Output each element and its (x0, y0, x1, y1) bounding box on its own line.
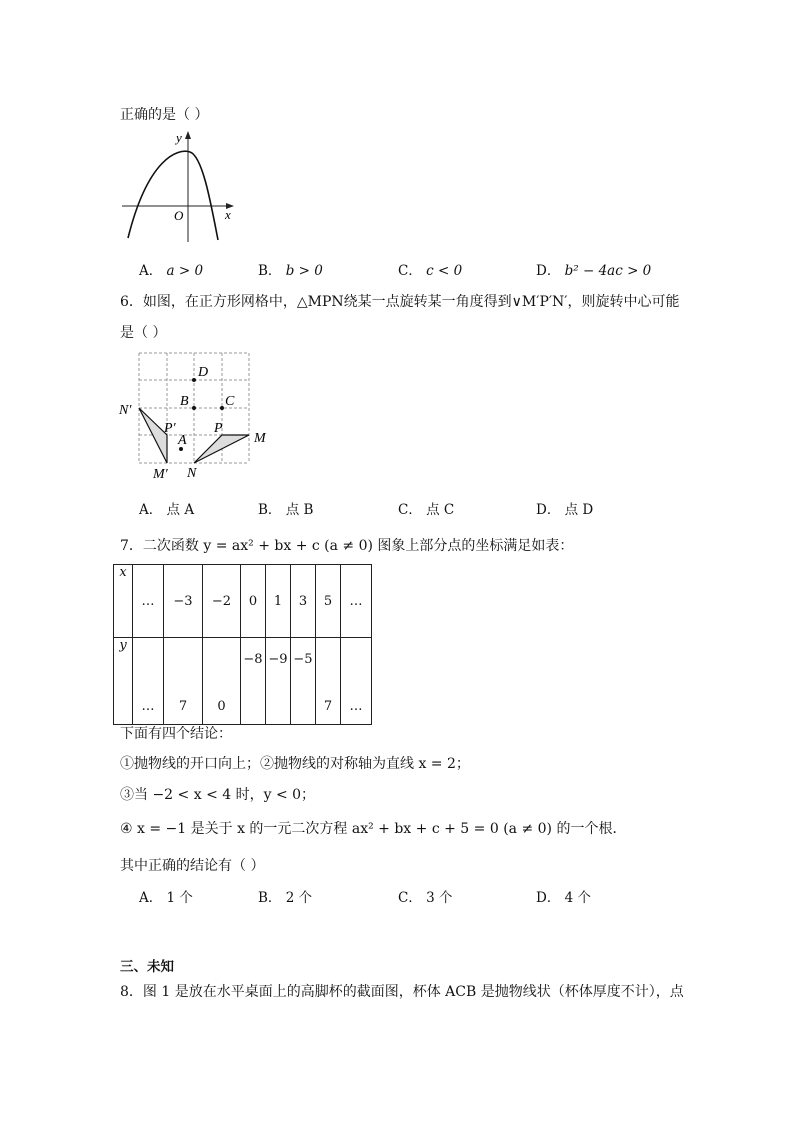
q5-option-a[interactable]: A． a > 0 (139, 263, 204, 279)
q5-option-b[interactable]: B． b > 0 (258, 263, 323, 279)
point-m1-label: M′ (153, 467, 168, 480)
section-title: 三、未知 (120, 959, 174, 975)
triangle-n1p1m1 (139, 408, 167, 463)
table-cell: −3 (164, 565, 203, 638)
table-cell: −8 (241, 638, 266, 725)
q8-stem-line1: 8．图 1 是放在水平桌面上的高脚杯的截面图，杯体 ACB 是抛物线状（杯体厚度不计），点 (120, 984, 684, 1000)
table-cell: 7 (316, 638, 341, 725)
y-axis-label: y (176, 130, 182, 145)
q6-option-b[interactable]: B． 点 B (258, 502, 314, 518)
table-cell: 5 (316, 565, 341, 638)
point-d-label: D (198, 365, 209, 380)
q7-stem: 7．二次函数 y = ax² + bx + c (a ≠ 0) 图象上部分点的坐标满足如表： (120, 538, 574, 554)
table-cell: 0 (241, 565, 266, 638)
table-cell: … (341, 638, 372, 725)
q7-option-a[interactable]: A． 1 个 (139, 890, 193, 906)
q6-option-c[interactable]: C． 点 C (398, 502, 455, 518)
x-axis-label: x (225, 207, 231, 222)
q6-option-d[interactable]: D． 点 D (536, 502, 594, 518)
point-p1-label: P′ (164, 421, 176, 436)
point-m-label: M (254, 431, 266, 446)
table-cell: … (341, 565, 372, 638)
point-c-label: C (225, 394, 235, 409)
q7-conclusion-3: ③当 −2 < x < 4 时，y < 0； (120, 787, 316, 803)
origin-label: O (174, 208, 184, 223)
q7-conclusion-4: ④ x = −1 是关于 x 的一元二次方程 ax² + bx + c + 5 = 0 (a ≠ 0) 的一个根． (120, 821, 627, 837)
q5-option-d[interactable]: D． b² − 4ac > 0 (536, 263, 652, 279)
q7-question: 其中正确的结论有（ ） (120, 858, 265, 874)
q6-option-a[interactable]: A． 点 A (139, 502, 195, 518)
point-a-label: A (178, 433, 187, 448)
q7-option-c[interactable]: C． 3 个 (398, 890, 453, 906)
q5-option-c[interactable]: C． c < 0 (398, 263, 463, 279)
table-cell: 0 (203, 638, 241, 725)
table-row-y (114, 638, 372, 725)
q6-stem-line2: 是（ ） (120, 325, 167, 341)
x-header-cell: x (114, 565, 133, 638)
table-cell: … (133, 565, 164, 638)
q7-option-d[interactable]: D． 4 个 (536, 890, 592, 906)
q7-option-b[interactable]: B． 2 个 (258, 890, 313, 906)
q6-stem-line1: 6．如图，在正方形网格中，△MPN绕某一点旋转某一角度得到∨M′P′N′，则旋转中心可能 (120, 294, 680, 310)
table-cell: … (133, 638, 164, 725)
point-b-label: B (180, 394, 189, 409)
q5-stem-tail: 正确的是（ ） (120, 107, 209, 123)
table-row-x (114, 565, 372, 638)
table-cell: 7 (164, 638, 203, 725)
point-n1-label: N′ (119, 403, 132, 418)
table-cell: 3 (291, 565, 316, 638)
table-cell: 1 (266, 565, 291, 638)
point-n-label: N (187, 466, 197, 480)
point-p-label: P (214, 421, 223, 436)
q6-rotation-grid (116, 348, 286, 480)
table-cell: −9 (266, 638, 291, 725)
q5-parabola-graph (118, 128, 242, 246)
q7-conclusion-1-2: ①抛物线的开口向上；②抛物线的对称轴为直线 x = 2； (120, 756, 470, 772)
q7-value-table (113, 564, 372, 725)
y-header-cell: y (114, 638, 133, 725)
table-cell: −2 (203, 565, 241, 638)
q7-intro: 下面有四个结论： (120, 726, 232, 742)
table-cell: −5 (291, 638, 316, 725)
